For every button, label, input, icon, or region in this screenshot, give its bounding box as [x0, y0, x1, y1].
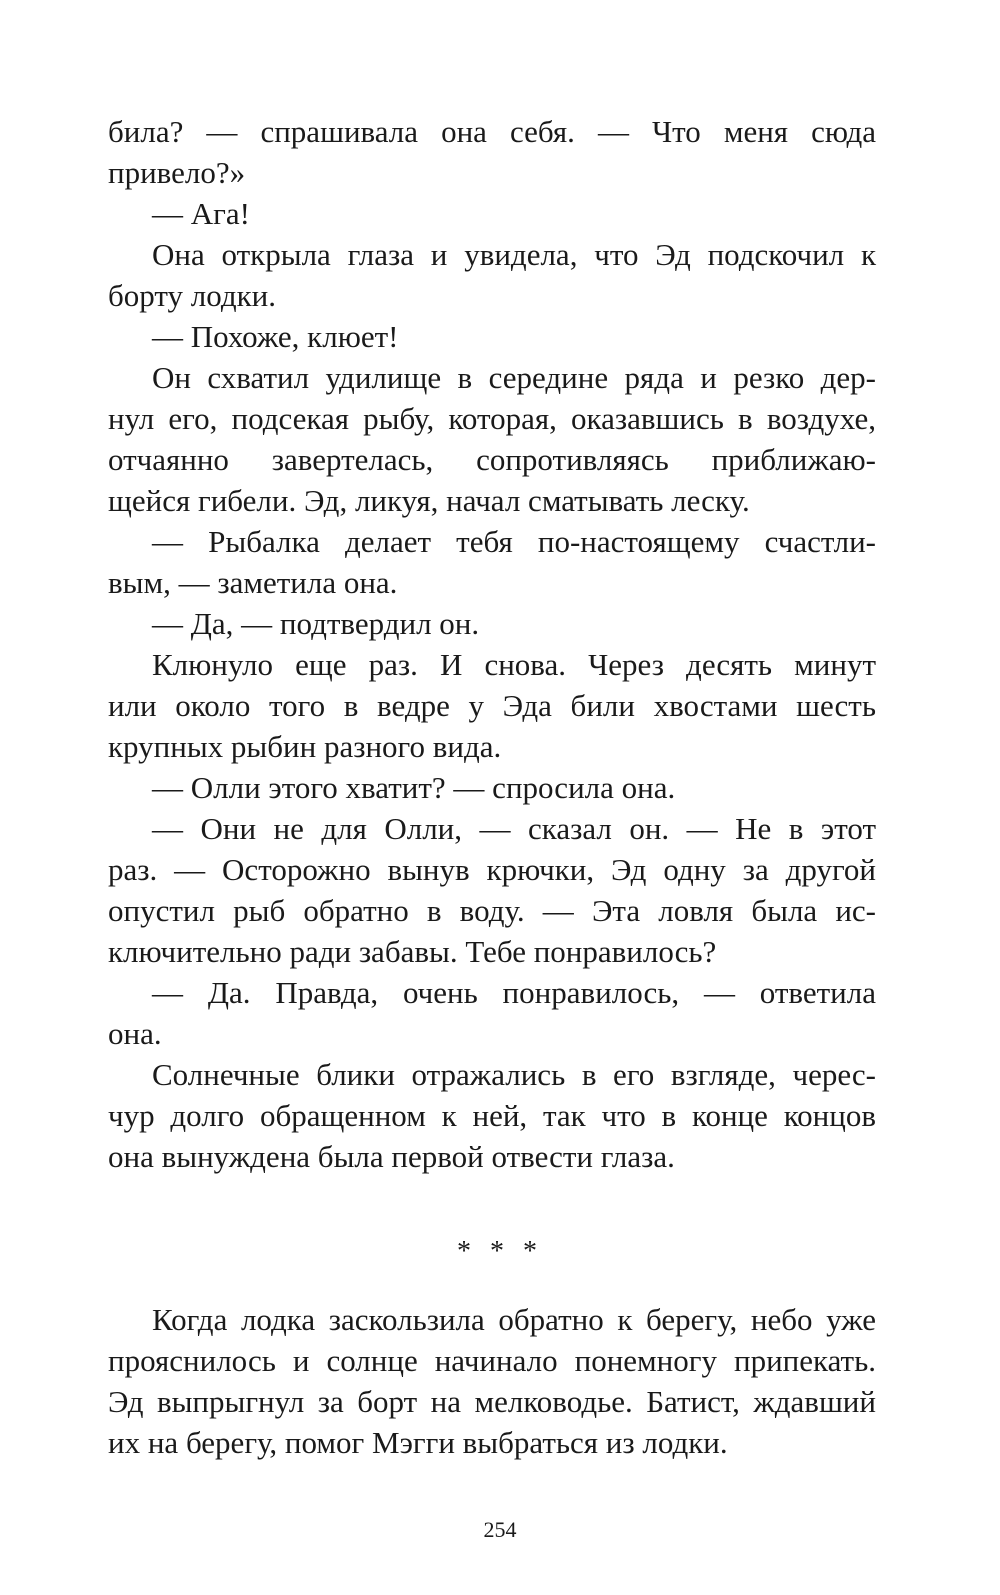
text-line: чур долго обращенном к ней, так что в конце концов: [108, 1098, 876, 1133]
text-line: борту лодки.: [108, 278, 277, 313]
text-line: или около того в ведре у Эда били хвостами шесть: [108, 688, 876, 723]
text-line: — Похоже, клюет!: [152, 319, 399, 354]
text-line: Солнечные блики отражались в его взгляде, черес-: [152, 1057, 876, 1092]
text-line: она.: [108, 1016, 162, 1051]
text-line: их на берегу, помог Мэгги выбраться из лодки.: [108, 1425, 728, 1460]
text-line: — Рыбалка делает тебя по-настоящему счастли-: [152, 524, 876, 559]
page-number: 254: [483, 1517, 517, 1542]
text-line: Когда лодка заскользила обратно к берегу, небо уже: [152, 1302, 876, 1337]
text-line: раз. — Осторожно вынув крючки, Эд одну за другой: [108, 852, 876, 887]
text-line: — Да, — подтвердил он.: [152, 606, 480, 641]
text-line: Эд выпрыгнул за борт на мелководье. Батист, ждавший: [108, 1384, 876, 1419]
text-line: — Да. Правда, очень понравилось, — ответила: [152, 975, 876, 1010]
text-line: она вынуждена была первой отвести глаза.: [108, 1139, 675, 1174]
text-line: крупных рыбин разного вида.: [108, 729, 502, 764]
text-line: нул его, подсекая рыбу, которая, оказавшись в воздухе,: [108, 401, 876, 436]
text-line: била? — спрашивала она себя. — Что меня сюда: [108, 114, 876, 149]
text-line: Он схватил удилище в середине ряда и резко дер-: [152, 360, 876, 395]
text-line: Клюнуло еще раз. И снова. Через десять минут: [152, 647, 876, 682]
section-separator: * * *: [457, 1236, 543, 1267]
text-line: отчаянно завертелась, сопротивляясь приближаю-: [108, 442, 876, 477]
text-line: щейся гибели. Эд, ликуя, начал сматывать леску.: [108, 483, 750, 518]
text-line: — Они не для Олли, — сказал он. — Не в этот: [152, 811, 876, 846]
text-line: опустил рыб обратно в воду. — Эта ловля была ис-: [108, 893, 876, 928]
text-line: — Олли этого хватит? — спросила она.: [152, 770, 676, 805]
text-line: прояснилось и солнце начинало понемногу припекать.: [108, 1343, 876, 1378]
text-line: Она открыла глаза и увидела, что Эд подскочил к: [152, 237, 876, 272]
text-line: привело?»: [108, 155, 246, 190]
text-line: ключительно ради забавы. Тебе понравилось?: [108, 934, 717, 969]
text-line: — Ага!: [152, 196, 250, 231]
text-line: вым, — заметила она.: [108, 565, 398, 600]
